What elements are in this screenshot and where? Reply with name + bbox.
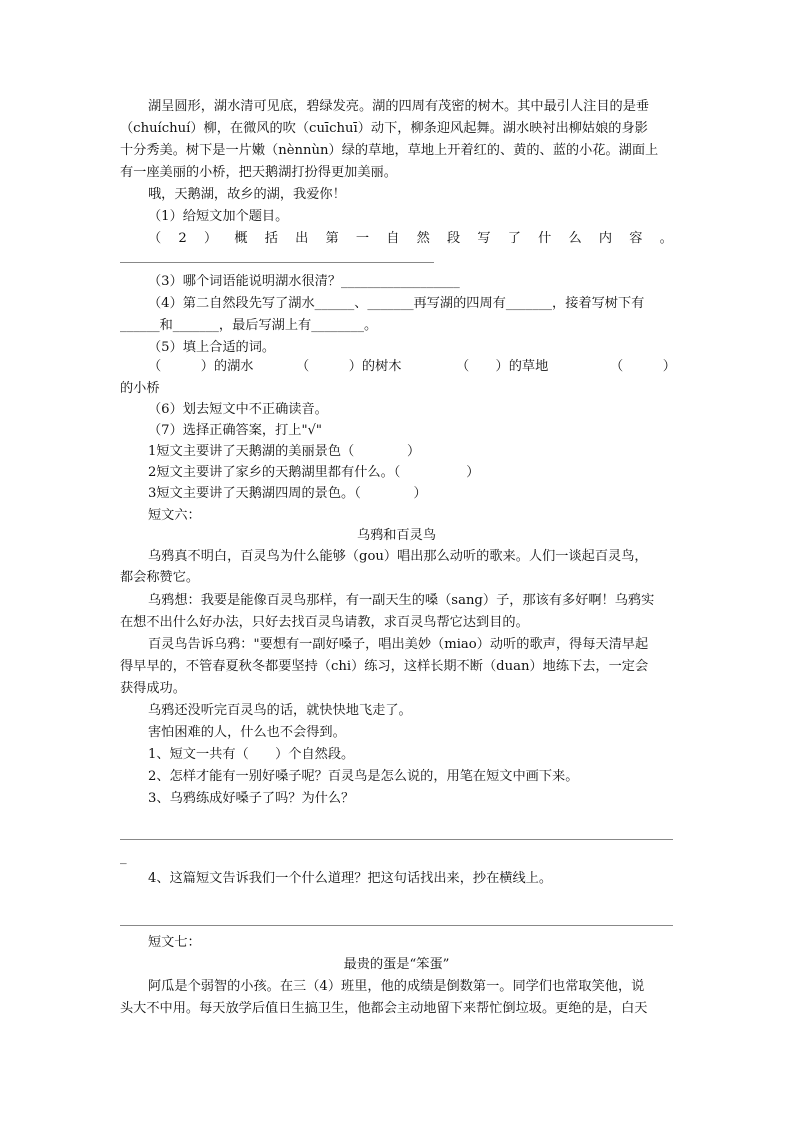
question-5: （5）填上合适的词。	[148, 340, 276, 355]
q5-item: （ ）的树木	[296, 359, 402, 374]
question-2	[148, 228, 673, 249]
paragraph-line: 百灵鸟告诉乌鸦："要想有一副好嗓子，唱出美妙（miao）动听的歌声，得每天清早起	[148, 637, 649, 652]
q2-char: 自	[386, 231, 400, 246]
q2-char: 容	[629, 231, 643, 246]
passage-title: 乌鸦和百灵鸟	[356, 528, 437, 543]
q2-char: 段	[446, 231, 461, 246]
q2-char: 么	[568, 231, 582, 246]
paragraph-line: 乌鸦还没听完百灵鸟的话，就快快地飞走了。	[148, 703, 412, 718]
paragraph-line: 阿瓜是个弱智的小孩。在三（4）班里，他的成绩是倒数第一。同学们也常取笑他，说	[148, 979, 645, 994]
q2-char: 2	[178, 231, 187, 246]
question-6: （6）划去短文中不正确读音。	[148, 402, 328, 417]
paragraph-line: 获得成功。	[120, 681, 186, 696]
paragraph-line: 害怕困难的人，什么也不会得到。	[148, 725, 346, 740]
q2-char: 出	[295, 231, 309, 246]
q2-char: 一	[355, 231, 370, 246]
paragraph-line: 都会称赞它。	[120, 570, 200, 585]
q5-tail: 的小桥	[120, 381, 160, 396]
paragraph-line: 在想不出什么好办法，只好去找百灵鸟请教，求百灵鸟帮它达到目的。	[120, 615, 529, 630]
section-label: 短文六：	[148, 508, 201, 523]
question-4-cont: ______和_______，最后写湖上有________。	[120, 318, 378, 333]
question: 2、怎样才能有一别好嗓子呢？百灵鸟是怎么说的，用笔在短文中画下来。	[148, 769, 579, 784]
answer-line	[120, 839, 673, 840]
q2-char: 概	[234, 231, 248, 246]
paragraph-line: 头大不中用。每天放学后值日生搞卫生，他都会主动地留下来帮忙倒垃圾。更绝的是，白天	[120, 1001, 648, 1016]
paragraph-line: 得早早的，不管春夏秋冬都要坚持（chi）练习，这样长期不断（duan）地练下去，一定会	[120, 659, 649, 674]
question: 4、这篇短文告诉我们一个什么道理？把这句话找出来，抄在横线上。	[148, 871, 553, 886]
paragraph-line: 湖呈圆形，湖水清可见底，碧绿发亮。湖的四周有茂密的树木。其中最引人注目的是垂	[148, 99, 650, 114]
q5-item: （ ）的草地	[456, 359, 549, 374]
q2-char: 第	[325, 231, 339, 246]
q2-char: 然	[416, 231, 430, 246]
option: 1短文主要讲了天鹅湖的美丽景色（ ）	[148, 444, 421, 459]
paragraph-line: 有一座美丽的小桥，把天鹅湖打扮得更加美丽。	[120, 165, 397, 180]
answer-line	[120, 925, 673, 926]
option: 3短文主要讲了天鹅湖四周的景色。（ ）	[148, 486, 427, 501]
passage-title: 最贵的蛋是“笨蛋”	[343, 957, 450, 972]
paragraph-line: 十分秀美。树下是一片嫩（nènnùn）绿的草地，草地上开着红的、黄的、蓝的小花。湖面上	[120, 143, 659, 158]
question: 1、短文一共有（ ）个自然段。	[148, 747, 355, 762]
section-label: 短文七：	[148, 935, 201, 950]
question-7: （7）选择正确答案，打上"√"	[148, 423, 322, 438]
answer-line	[120, 262, 434, 263]
q2-char: 。	[659, 231, 673, 246]
q2-char: 内	[598, 231, 613, 246]
q2-char: 了	[507, 231, 521, 246]
q2-char: 括	[264, 231, 278, 246]
question-3: （3）哪个词语能说明湖水很清？__________________	[148, 274, 460, 289]
stray-mark: _	[120, 850, 127, 865]
question-4: （4）第二自然段先写了湖水______、_______再写湖的四周有_______，接着写树下有	[148, 296, 645, 311]
q5-item: （ ）	[610, 359, 676, 374]
paragraph-line: 乌鸦真不明白，百灵鸟为什么能够（gou）唱出那么动听的歌来。人们一谈起百灵鸟，	[148, 549, 648, 564]
q2-char: （	[148, 231, 162, 246]
paragraph-line: 乌鸦想：我要是能像百灵鸟那样，有一副天生的嗓（sang）子，那该有多好啊！乌鸦实	[148, 593, 655, 608]
option: 2短文主要讲了家乡的天鹅湖里都有什么。（ ）	[148, 465, 480, 480]
question: 3、乌鸦练成好嗓子了吗？为什么？	[148, 791, 355, 806]
q2-char: 什	[538, 231, 552, 246]
paragraph-line: （chuíchuí）柳，在微风的吹（cuīchuī）动下，柳条迎风起舞。湖水映衬出柳姑娘的身影	[120, 121, 648, 136]
question-1: （1）给短文加个题目。	[148, 209, 289, 224]
q5-item: （ ）的湖水	[148, 359, 254, 374]
q2-char: ）	[203, 231, 218, 246]
q2-char: 写	[477, 231, 491, 246]
paragraph-line: 哦，天鹅湖，故乡的湖，我爱你！	[148, 187, 346, 202]
